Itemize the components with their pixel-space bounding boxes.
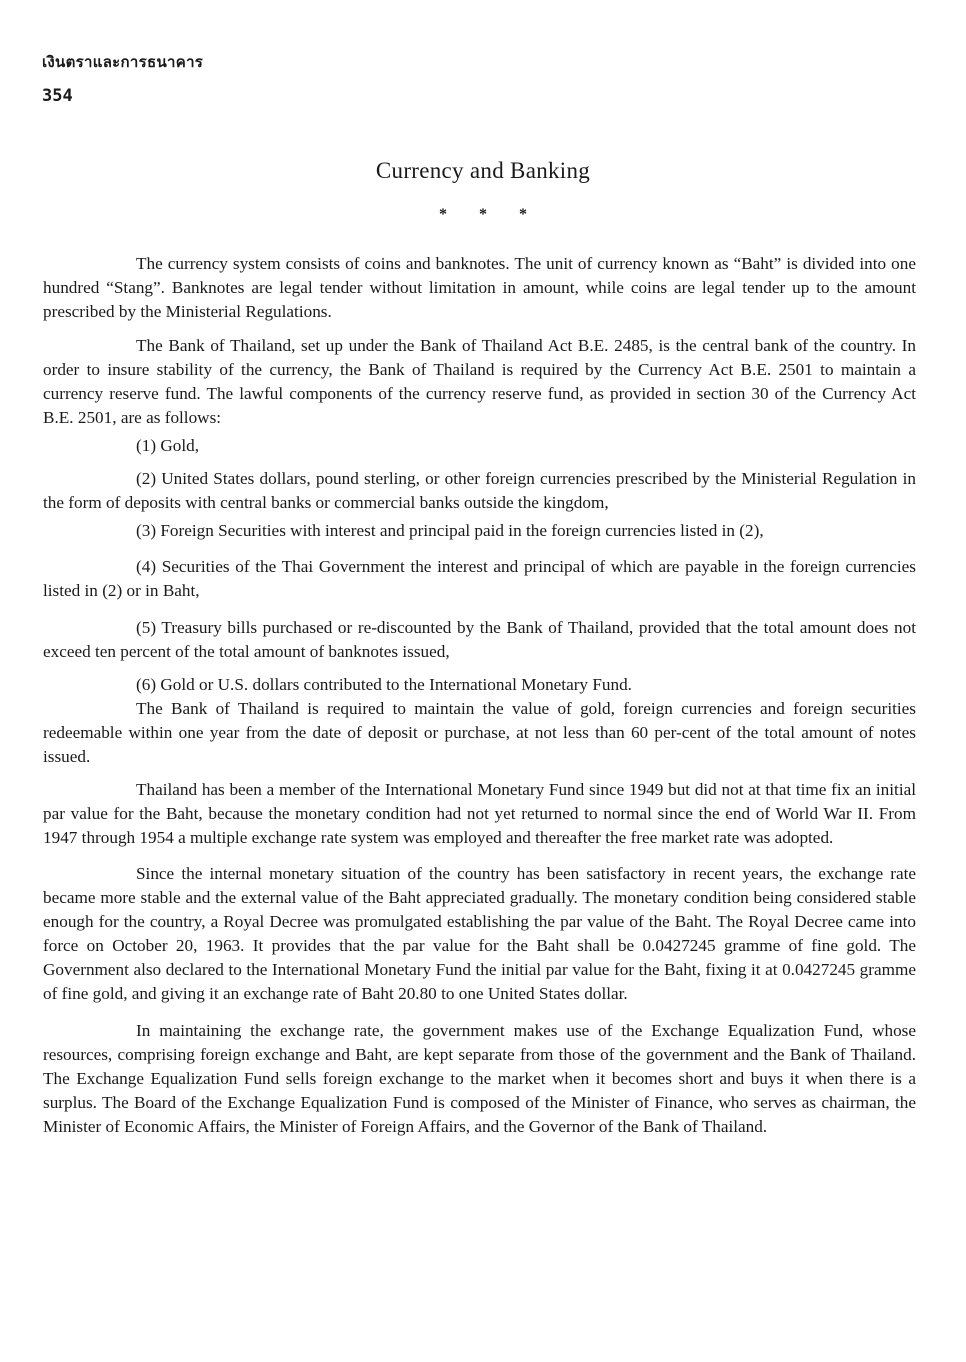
page-number: 354 <box>42 86 73 106</box>
list-item-gold: (1) Gold, <box>136 436 200 455</box>
page-title: Currency and Banking <box>375 158 591 183</box>
running-header: เงินตราและการธนาคาร <box>42 53 204 71</box>
paragraph-reserve-requirement: The Bank of Thailand is required to maintain the value of gold, foreign currencies and foreign securities redeemable within one year from the date of deposit or purchase, at not less than 60 per-cent of the total amount of notes issued. <box>43 699 916 766</box>
paragraph-imf-membership: Thailand has been a member of the International Monetary Fund since 1949 but did not at that time fix an initial par value for the Baht, because the monetary condition had not yet returned to normal since the end of World War II. From 1947 through 1954 a multiple exchange rate system was employed and thereafter the free market rate was adopted. <box>43 780 916 847</box>
list-item-imf-contribution: (6) Gold or U.S. dollars contributed to the International Monetary Fund. <box>136 675 632 694</box>
paragraph-par-value: Since the internal monetary situation of the country has been satisfactory in recent years, the exchange rate became more stable and the external value of the Baht appreciated gradually. The monetary condition being considered stable enough for the country, a Royal Decree was promulgated establishing the par value of the Baht. The Royal Decree came into force on October 20, 1963. It provides that the par value for the Baht shall be 0.0427245 gramme of fine gold. The Government also declared to the International Monetary Fund the initial par value for the Baht, fixing it at 0.0427245 gramme of fine gold, and giving it an exchange rate of Baht 20.80 to one United States dollar. <box>43 864 916 1003</box>
list-item-foreign-currencies: (2) United States dollars, pound sterling, or other foreign currencies prescribed by the Ministerial Regulation in the form of deposits with central banks or commercial banks outside the kingdom, <box>43 469 916 512</box>
list-item-thai-government-securities: (4) Securities of the Thai Government the interest and principal of which are payable in the foreign currencies listed in (2) or in Baht, <box>43 557 916 600</box>
paragraph-currency-system: The currency system consists of coins and banknotes. The unit of currency known as “Baht” is divided into one hundred “Stang”. Banknotes are legal tender without limitation in amount, while coins are legal tender up to the amount prescribed by the Ministerial Regulations. <box>43 254 916 321</box>
paragraph-bank-of-thailand: The Bank of Thailand, set up under the Bank of Thailand Act B.E. 2485, is the central bank of the country. In order to insure stability of the currency, the Bank of Thailand is required by the Currency Act B.E. 2501 to maintain a currency reserve fund. The lawful components of the currency reserve fund, as provided in section 30 of the Currency Act B.E. 2501, are as follows: <box>43 336 916 427</box>
body-text <box>43 252 916 1139</box>
list-item-foreign-securities: (3) Foreign Securities with interest and principal paid in the foreign currencies listed in (2), <box>136 521 764 540</box>
list-item-treasury-bills: (5) Treasury bills purchased or re-discounted by the Bank of Thailand, provided that the total amount does not exceed ten percent of the total amount of banknotes issued, <box>43 618 916 661</box>
paragraph-exchange-equalization-fund: In maintaining the exchange rate, the government makes use of the Exchange Equalization Fund, whose resources, comprising foreign exchange and Baht, are kept separate from those of the government and the Bank of Thailand. The Exchange Equalization Fund sells foreign exchange to the market when it becomes short and buys it when there is a surplus. The Board of the Exchange Equalization Fund is composed of the Minister of Finance, who serves as chairman, the Minister of Economic Affairs, the Minister of Foreign Affairs, and the Governor of the Bank of Thailand. <box>43 1021 916 1136</box>
section-divider: * * * <box>439 206 527 223</box>
